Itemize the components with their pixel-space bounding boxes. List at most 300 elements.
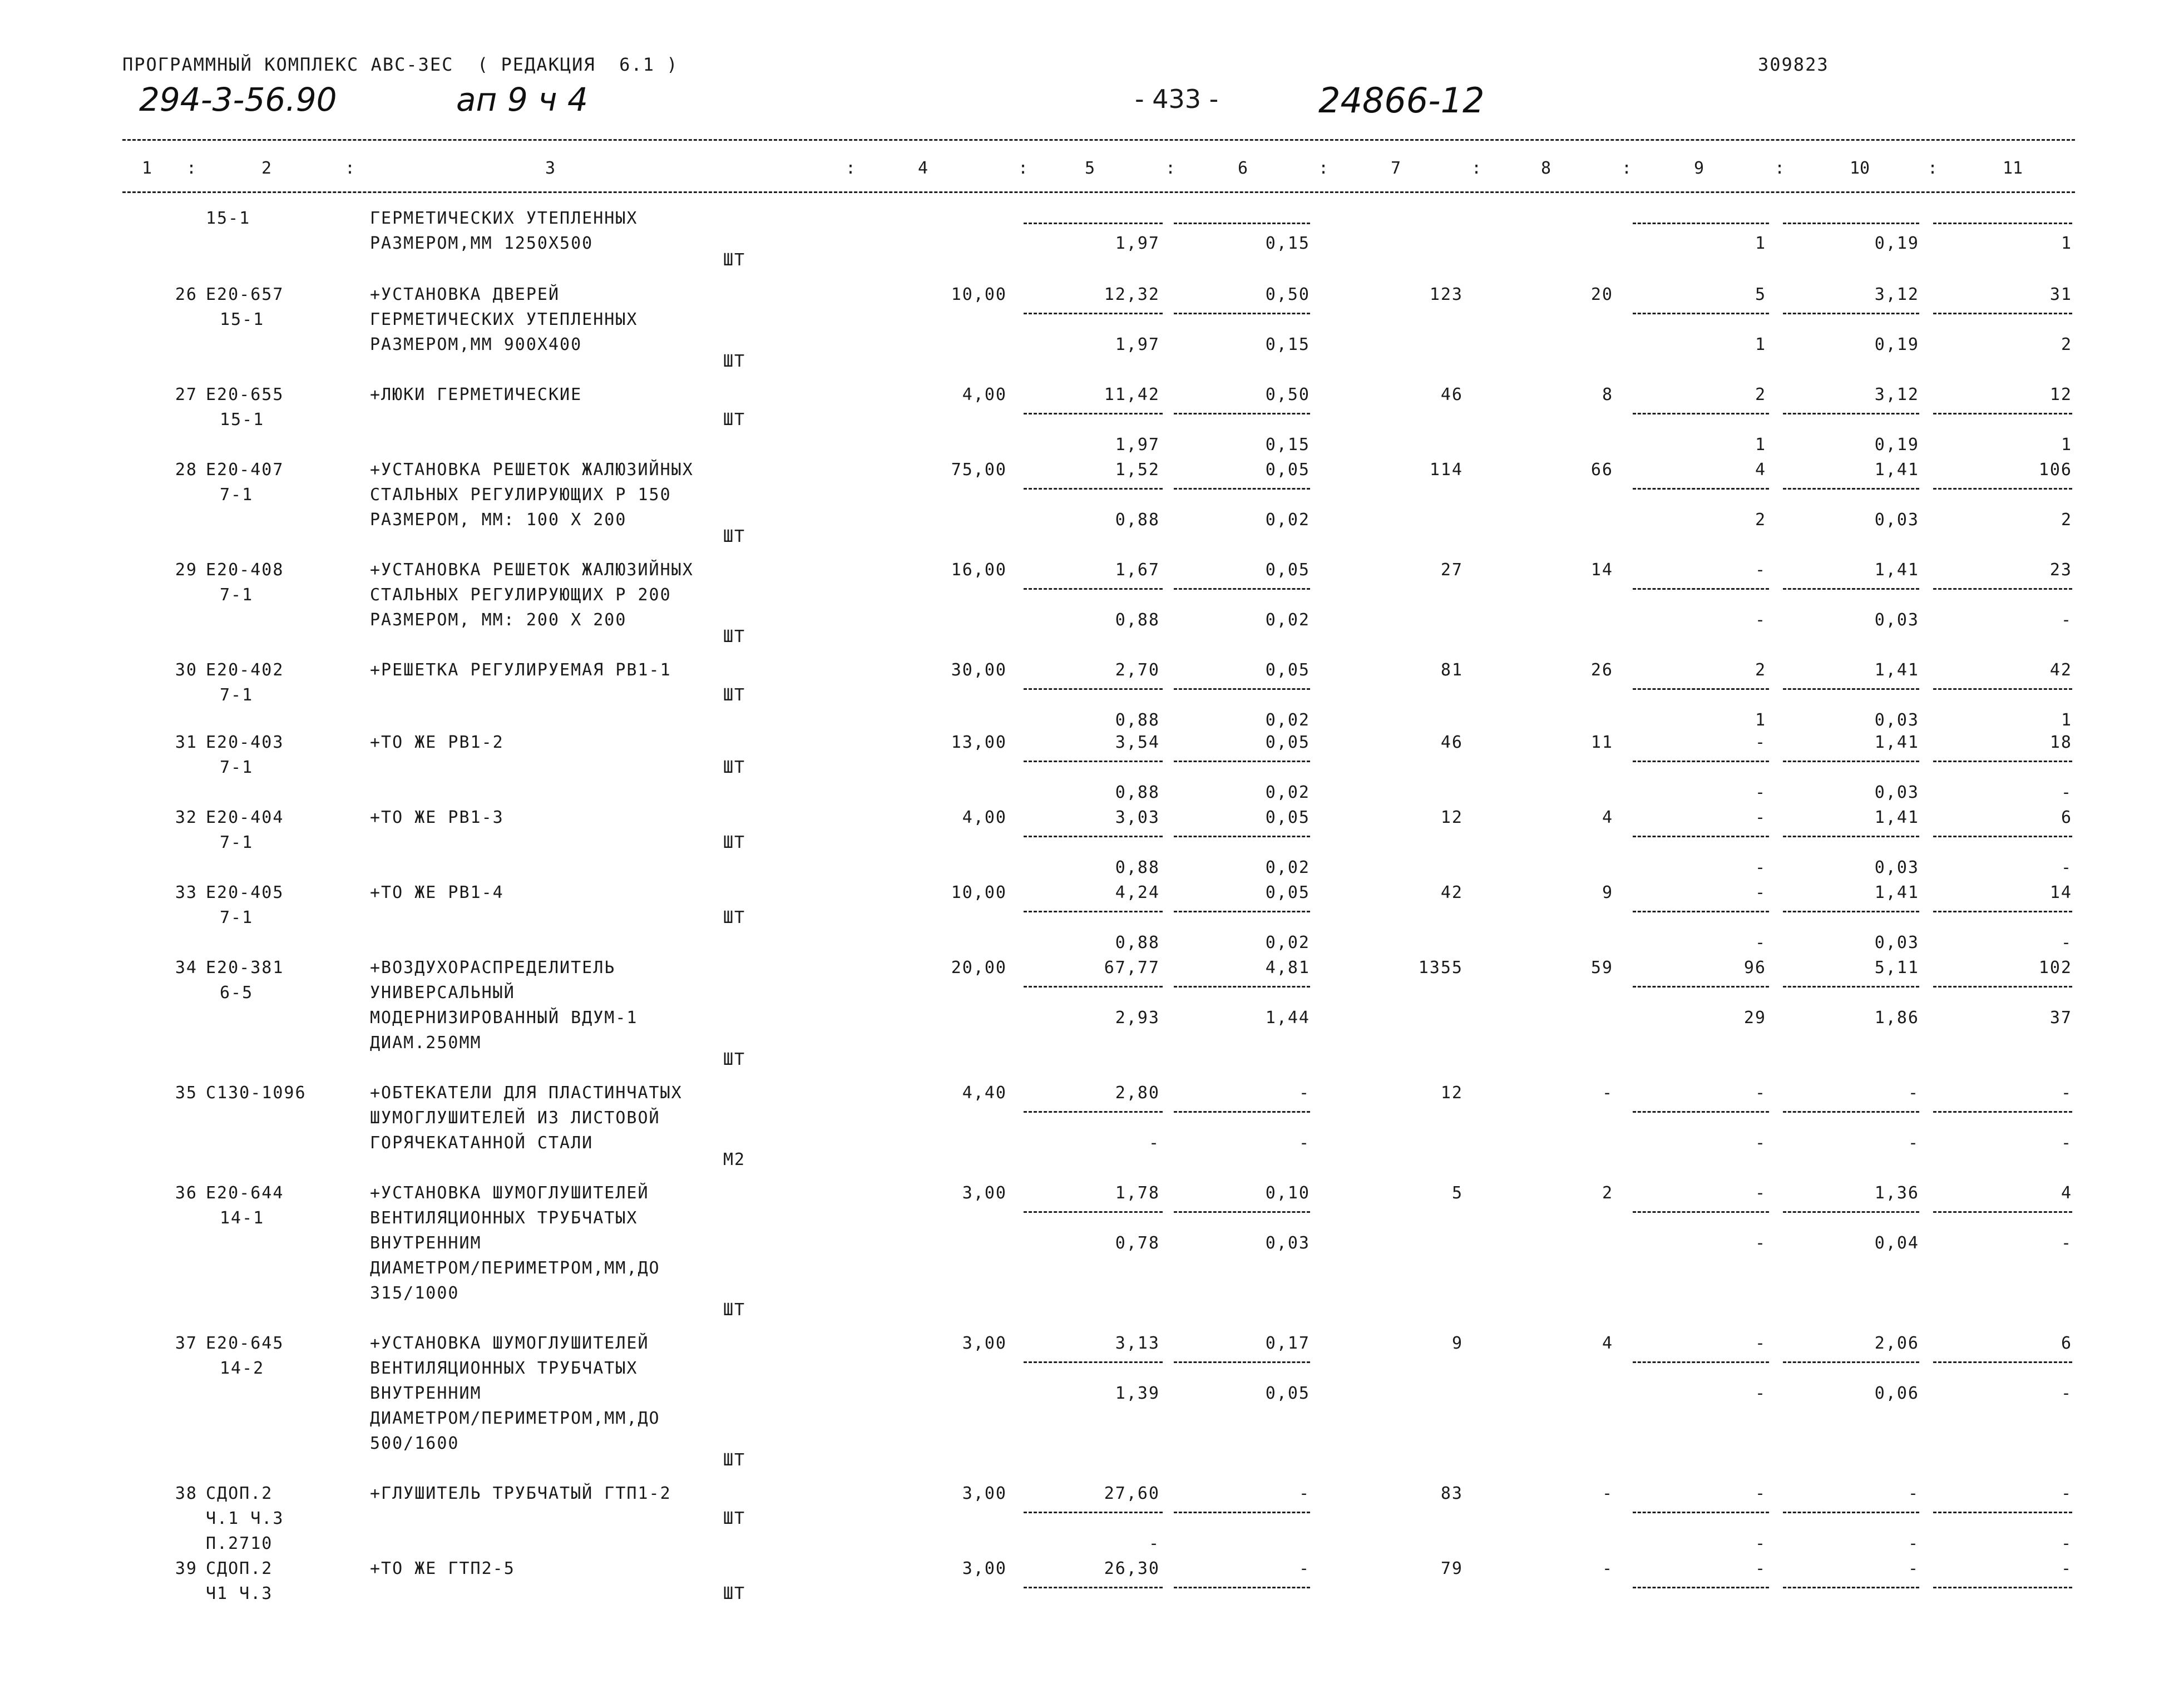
value-separator-line (1933, 1361, 2072, 1363)
wages-cost: 11 (1590, 733, 1613, 752)
value-separator-line (1783, 588, 1919, 590)
value-separator-line (1933, 1211, 2072, 1213)
row-number: 35 (175, 1083, 197, 1103)
work-description: ВНУТРЕННИМ (370, 1233, 482, 1253)
machine-cost: 5 (1755, 285, 1766, 304)
value-separator-line (1174, 688, 1310, 690)
resource-code: 7-1 (220, 833, 254, 852)
unit-cost-machines: 0,10 (1265, 1183, 1310, 1203)
labor-per-unit: 5,11 (1874, 958, 1919, 978)
value-separator-line (1633, 688, 1769, 690)
value-separator-line (1783, 688, 1919, 690)
labor-per-unit: - (1908, 1559, 1919, 1578)
machinists-labor-total: 37 (2049, 1008, 2072, 1028)
wages-cost: 59 (1590, 958, 1613, 978)
unit-cost-total: 3,03 (1115, 808, 1160, 827)
unit-wages-machinists: 0,88 (1115, 610, 1160, 630)
column-separator: : (1165, 159, 1176, 178)
unit-wages-machinists: 0,02 (1265, 710, 1310, 730)
work-description: ШУМОГЛУШИТЕЛЕЙ ИЗ ЛИСТОВОЙ (370, 1108, 660, 1128)
value-separator-line (1024, 688, 1163, 690)
unit-of-measure: ШТ (723, 758, 746, 777)
value-separator-line (1783, 413, 1919, 414)
work-description: ГЕРМЕТИЧЕСКИХ УТЕПЛЕННЫХ (370, 209, 638, 228)
machinists-wages: 1 (1755, 335, 1766, 354)
labor-total: - (2061, 1559, 2072, 1578)
unit-of-measure: ШТ (723, 685, 746, 705)
column-header-3: 3 (545, 159, 556, 178)
work-description: УНИВЕРСАЛЬНЫЙ (370, 983, 515, 1003)
machine-cost: - (1755, 1183, 1766, 1203)
quantity: 10,00 (951, 285, 1007, 304)
machine-cost: - (1755, 883, 1766, 902)
resource-code: 6-5 (220, 983, 254, 1003)
work-description: +ВОЗДУХОРАСПРЕДЕЛИТЕЛЬ (370, 958, 616, 978)
column-header-5: 5 (1085, 159, 1095, 178)
value-separator-line (1024, 1587, 1163, 1588)
machinists-labor: 0,03 (1874, 858, 1919, 877)
resource-code: Е20-655 (206, 385, 284, 404)
unit-of-measure: ШТ (723, 833, 746, 852)
wages-cost: 4 (1602, 1334, 1613, 1353)
unit-cost-machines: 4,81 (1265, 958, 1310, 978)
value-separator-line (1024, 761, 1163, 762)
quantity: 3,00 (962, 1484, 1007, 1503)
unit-wages-machinists: 0,88 (1115, 858, 1160, 877)
value-separator-line (1783, 761, 1919, 762)
value-separator-line (1174, 1211, 1310, 1213)
machinists-labor: - (1908, 1133, 1919, 1153)
value-separator-line (1174, 836, 1310, 837)
wages-cost: 14 (1590, 560, 1613, 580)
unit-of-measure: ШТ (723, 410, 746, 430)
unit-cost-total: 3,13 (1115, 1334, 1160, 1353)
value-separator-line (1783, 1512, 1919, 1513)
machine-cost: - (1755, 1484, 1766, 1503)
unit-of-measure: М2 (723, 1150, 746, 1169)
value-separator-line (1174, 1111, 1310, 1113)
unit-cost-machines: 0,05 (1265, 560, 1310, 580)
unit-cost-machines: 0,05 (1265, 733, 1310, 752)
row-number: 32 (175, 808, 197, 827)
value-separator-line (1024, 588, 1163, 590)
value-separator-line (1024, 1512, 1163, 1513)
quantity: 3,00 (962, 1183, 1007, 1203)
column-header-4: 4 (918, 159, 928, 178)
value-separator-line (1174, 1361, 1310, 1363)
work-description: +УСТАНОВКА РЕШЕТОК ЖАЛЮЗИЙНЫХ (370, 560, 694, 580)
total-cost: 46 (1440, 733, 1463, 752)
total-cost: 5 (1451, 1183, 1463, 1203)
unit-wages-machinists: 1,97 (1115, 435, 1160, 455)
labor-per-unit: 1,41 (1874, 733, 1919, 752)
work-description: СТАЛЬНЫХ РЕГУЛИРУЮЩИХ Р 150 (370, 485, 671, 505)
unit-cost-total: 12,32 (1104, 285, 1160, 304)
column-header-6: 6 (1238, 159, 1248, 178)
unit-wages-machinists: 0,05 (1265, 1384, 1310, 1403)
resource-code: 7-1 (220, 485, 254, 505)
unit-cost-machines: 0,50 (1265, 285, 1310, 304)
unit-cost-total: 1,67 (1115, 560, 1160, 580)
work-description: ДИАМЕТРОМ/ПЕРИМЕТРОМ,ММ,ДО (370, 1258, 660, 1278)
value-separator-line (1783, 986, 1919, 988)
labor-total: 42 (2049, 660, 2072, 680)
column-header-9: 9 (1694, 159, 1704, 178)
labor-total: 31 (2049, 285, 2072, 304)
resource-code: 7-1 (220, 585, 254, 605)
machine-cost: 2 (1755, 660, 1766, 680)
machinists-wages: - (1755, 858, 1766, 877)
unit-wages-machinists: 0,78 (1115, 1233, 1160, 1253)
labor-per-unit: - (1908, 1484, 1919, 1503)
machinists-labor: 0,03 (1874, 510, 1919, 530)
machinists-labor: 0,03 (1874, 710, 1919, 730)
machine-cost: - (1755, 560, 1766, 580)
value-separator-line (1024, 1361, 1163, 1363)
resource-code: Е20-404 (206, 808, 284, 827)
column-separator: : (1622, 159, 1632, 178)
machinists-wages: - (1755, 1384, 1766, 1403)
wages-cost: - (1602, 1484, 1613, 1503)
machine-cost: 4 (1755, 460, 1766, 480)
work-description: 315/1000 (370, 1284, 460, 1303)
total-cost: 81 (1440, 660, 1463, 680)
resource-code: СДОП.2 (206, 1484, 273, 1503)
value-separator-line (1633, 313, 1769, 314)
machinists-labor: 1,86 (1874, 1008, 1919, 1028)
value-separator-line (1174, 588, 1310, 590)
wages-cost: 66 (1590, 460, 1613, 480)
total-cost: 79 (1440, 1559, 1463, 1578)
resource-code: 7-1 (220, 685, 254, 705)
value-separator-line (1024, 1111, 1163, 1113)
resource-code: 7-1 (220, 908, 254, 927)
value-separator-line (1933, 836, 2072, 837)
work-description: +УСТАНОВКА ДВЕРЕЙ (370, 285, 560, 304)
unit-cost-machines: - (1298, 1484, 1310, 1503)
resource-code: 15-1 (206, 209, 251, 228)
row-number: 34 (175, 958, 197, 978)
row-number: 28 (175, 460, 197, 480)
value-separator-line (1933, 1111, 2072, 1113)
unit-wages-machinists: - (1148, 1133, 1160, 1153)
machinists-wages: - (1755, 933, 1766, 952)
unit-wages-machinists: 1,44 (1265, 1008, 1310, 1028)
column-header-2: 2 (261, 159, 272, 178)
value-separator-line (1633, 986, 1769, 988)
unit-cost-machines: 0,17 (1265, 1334, 1310, 1353)
labor-per-unit: 1,41 (1874, 460, 1919, 480)
wages-cost: - (1602, 1083, 1613, 1103)
work-description: ГЕРМЕТИЧЕСКИХ УТЕПЛЕННЫХ (370, 310, 638, 329)
header-top-rule (122, 139, 2075, 141)
column-separator: : (1318, 159, 1329, 178)
total-cost: 42 (1440, 883, 1463, 902)
machinists-wages: - (1755, 1133, 1766, 1153)
labor-total: 23 (2049, 560, 2072, 580)
machinists-labor-total: 1 (2061, 435, 2072, 455)
labor-per-unit: 1,36 (1874, 1183, 1919, 1203)
work-description: РАЗМЕРОМ, ММ: 200 Х 200 (370, 610, 627, 630)
unit-cost-machines: 0,05 (1265, 808, 1310, 827)
resource-code: Е20-405 (206, 883, 284, 902)
work-description: ВЕНТИЛЯЦИОННЫХ ТРУБЧАТЫХ (370, 1208, 638, 1228)
work-description: +ТО ЖЕ РВ1-4 (370, 883, 504, 902)
machinists-wages: 1 (1755, 435, 1766, 455)
labor-total: 1 (2061, 234, 2072, 253)
value-separator-line (1024, 1211, 1163, 1213)
value-separator-line (1174, 761, 1310, 762)
column-separator: : (345, 159, 355, 178)
unit-wages-machinists: - (1298, 1133, 1310, 1153)
labor-total: - (2061, 1484, 2072, 1503)
work-description: РАЗМЕРОМ,ММ 900Х400 (370, 335, 582, 354)
machinists-labor-total: - (2061, 1384, 2072, 1403)
unit-cost-machines: 0,15 (1265, 234, 1310, 253)
resource-code: Е20-381 (206, 958, 284, 978)
unit-of-measure: ШТ (723, 1450, 746, 1470)
machinists-labor: 0,19 (1874, 335, 1919, 354)
work-description: ВНУТРЕННИМ (370, 1384, 482, 1403)
sheet-code: 309823 (1758, 54, 1829, 75)
value-separator-line (1024, 488, 1163, 490)
header-bottom-rule (122, 191, 2075, 193)
resource-code: Е20-408 (206, 560, 284, 580)
unit-wages-machinists: 1,39 (1115, 1384, 1160, 1403)
unit-of-measure: ШТ (723, 1509, 746, 1528)
wages-cost: 20 (1590, 285, 1613, 304)
value-separator-line (1633, 1512, 1769, 1513)
unit-wages-machinists: 1,97 (1115, 335, 1160, 354)
unit-cost-total: 67,77 (1104, 958, 1160, 978)
resource-code: П.2710 (206, 1534, 273, 1553)
value-separator-line (1174, 986, 1310, 988)
total-cost: 46 (1440, 385, 1463, 404)
labor-per-unit: 1,41 (1874, 560, 1919, 580)
machinists-labor: 0,04 (1874, 1233, 1919, 1253)
column-separator: : (186, 159, 197, 178)
total-cost: 83 (1440, 1484, 1463, 1503)
unit-cost-total: 26,30 (1104, 1559, 1160, 1578)
work-description: +УСТАНОВКА ШУМОГЛУШИТЕЛЕЙ (370, 1183, 649, 1203)
column-header-11: 11 (2003, 159, 2023, 178)
row-number: 30 (175, 660, 197, 680)
labor-total: 6 (2061, 808, 2072, 827)
resource-code: Е20-403 (206, 733, 284, 752)
column-separator: : (1775, 159, 1785, 178)
project-code: 294-3-56.90 (139, 81, 337, 119)
row-number: 38 (175, 1484, 197, 1503)
resource-code: 7-1 (220, 758, 254, 777)
value-separator-line (1633, 1361, 1769, 1363)
work-description: 500/1600 (370, 1434, 460, 1453)
machinists-labor-total: - (2061, 1534, 2072, 1553)
unit-wages-machinists: 0,88 (1115, 510, 1160, 530)
unit-cost-machines: 0,05 (1265, 460, 1310, 480)
labor-total: 106 (2038, 460, 2072, 480)
value-separator-line (1633, 223, 1769, 224)
unit-cost-machines: 0,05 (1265, 660, 1310, 680)
value-separator-line (1174, 313, 1310, 314)
value-separator-line (1783, 1111, 1919, 1113)
column-separator: : (846, 159, 856, 178)
machinists-labor: - (1908, 1534, 1919, 1553)
value-separator-line (1633, 761, 1769, 762)
machinists-wages: - (1755, 1534, 1766, 1553)
quantity: 3,00 (962, 1559, 1007, 1578)
labor-per-unit: 3,12 (1874, 285, 1919, 304)
quantity: 10,00 (951, 883, 1007, 902)
work-description: РАЗМЕРОМ, ММ: 100 Х 200 (370, 510, 627, 530)
row-number: 36 (175, 1183, 197, 1203)
work-description: +УСТАНОВКА ШУМОГЛУШИТЕЛЕЙ (370, 1334, 649, 1353)
wages-cost: - (1602, 1559, 1613, 1578)
resource-code: 15-1 (220, 310, 265, 329)
machinists-labor-total: 2 (2061, 335, 2072, 354)
machinists-wages: - (1755, 610, 1766, 630)
labor-per-unit: 1,41 (1874, 808, 1919, 827)
value-separator-line (1783, 488, 1919, 490)
wages-cost: 9 (1602, 883, 1613, 902)
resource-code: Е20-644 (206, 1183, 284, 1203)
value-separator-line (1174, 1587, 1310, 1588)
work-description: РАЗМЕРОМ,ММ 1250Х500 (370, 234, 594, 253)
work-description: ДИАМЕТРОМ/ПЕРИМЕТРОМ,ММ,ДО (370, 1409, 660, 1428)
labor-total: 6 (2061, 1334, 2072, 1353)
quantity: 13,00 (951, 733, 1007, 752)
unit-of-measure: ШТ (723, 1300, 746, 1320)
total-cost: 114 (1429, 460, 1463, 480)
unit-cost-total: 1,52 (1115, 460, 1160, 480)
value-separator-line (1783, 1361, 1919, 1363)
unit-wages-machinists: 0,88 (1115, 933, 1160, 952)
quantity: 20,00 (951, 958, 1007, 978)
value-separator-line (1783, 223, 1919, 224)
value-separator-line (1024, 836, 1163, 837)
machinists-labor-total: - (2061, 933, 2072, 952)
value-separator-line (1633, 911, 1769, 912)
machine-cost: - (1755, 1559, 1766, 1578)
unit-wages-machinists: 0,02 (1265, 610, 1310, 630)
value-separator-line (1633, 413, 1769, 414)
machinists-wages: - (1755, 783, 1766, 802)
resource-code: Е20-402 (206, 660, 284, 680)
machine-cost: 1 (1755, 234, 1766, 253)
resource-code: Ч.1 Ч.3 (206, 1509, 284, 1528)
labor-per-unit: 2,06 (1874, 1334, 1919, 1353)
unit-cost-machines: - (1298, 1559, 1310, 1578)
quantity: 75,00 (951, 460, 1007, 480)
unit-cost-total: 3,54 (1115, 733, 1160, 752)
row-number: 29 (175, 560, 197, 580)
quantity: 3,00 (962, 1334, 1007, 1353)
total-cost: 123 (1429, 285, 1463, 304)
resource-code: 15-1 (220, 410, 265, 430)
resource-code: Е20-407 (206, 460, 284, 480)
value-separator-line (1174, 488, 1310, 490)
unit-of-measure: ШТ (723, 1584, 746, 1603)
value-separator-line (1933, 313, 2072, 314)
work-description: +ЛЮКИ ГЕРМЕТИЧЕСКИЕ (370, 385, 582, 404)
row-number: 37 (175, 1334, 197, 1353)
machinists-wages: 2 (1755, 510, 1766, 530)
labor-per-unit: 0,19 (1874, 234, 1919, 253)
value-separator-line (1174, 911, 1310, 912)
machinists-labor: 0,03 (1874, 610, 1919, 630)
work-description: +ТО ЖЕ РВ1-3 (370, 808, 504, 827)
machinists-labor-total: 1 (2061, 710, 2072, 730)
value-separator-line (1933, 488, 2072, 490)
unit-wages-machinists: 0,02 (1265, 933, 1310, 952)
wages-cost: 8 (1602, 385, 1613, 404)
value-separator-line (1783, 313, 1919, 314)
row-number: 27 (175, 385, 197, 404)
labor-per-unit: 1,41 (1874, 660, 1919, 680)
unit-cost-total: 4,24 (1115, 883, 1160, 902)
value-separator-line (1024, 223, 1163, 224)
value-separator-line (1783, 1587, 1919, 1588)
quantity: 4,00 (962, 808, 1007, 827)
value-separator-line (1024, 911, 1163, 912)
total-cost: 27 (1440, 560, 1463, 580)
row-number: 39 (175, 1559, 197, 1578)
labor-total: - (2061, 1083, 2072, 1103)
wages-cost: 4 (1602, 808, 1613, 827)
value-separator-line (1933, 1512, 2072, 1513)
machinists-labor: 0,19 (1874, 435, 1919, 455)
resource-code: Е20-657 (206, 285, 284, 304)
work-description: ГОРЯЧЕКАТАННОЙ СТАЛИ (370, 1133, 594, 1153)
value-separator-line (1783, 1211, 1919, 1213)
value-separator-line (1933, 761, 2072, 762)
value-separator-line (1933, 688, 2072, 690)
machinists-wages: 1 (1755, 710, 1766, 730)
column-header-7: 7 (1391, 159, 1401, 178)
row-number: 31 (175, 733, 197, 752)
work-description: ДИАМ.250ММ (370, 1033, 482, 1053)
unit-cost-machines: - (1298, 1083, 1310, 1103)
value-separator-line (1933, 223, 2072, 224)
unit-wages-machinists: 0,88 (1115, 710, 1160, 730)
work-description: +ТО ЖЕ ГТП2-5 (370, 1559, 515, 1578)
unit-of-measure: ШТ (723, 352, 746, 371)
total-cost: 12 (1440, 1083, 1463, 1103)
unit-cost-total: 2,70 (1115, 660, 1160, 680)
value-separator-line (1633, 1587, 1769, 1588)
labor-total: 102 (2038, 958, 2072, 978)
quantity: 16,00 (951, 560, 1007, 580)
value-separator-line (1174, 223, 1310, 224)
unit-cost-machines: 0,05 (1265, 883, 1310, 902)
labor-per-unit: 3,12 (1874, 385, 1919, 404)
work-description: +ГЛУШИТЕЛЬ ТРУБЧАТЫЙ ГТП1-2 (370, 1484, 671, 1503)
unit-wages-machinists: 0,15 (1265, 435, 1310, 455)
machinists-labor-total: 2 (2061, 510, 2072, 530)
column-header-10: 10 (1850, 159, 1870, 178)
machinists-labor: 0,06 (1874, 1384, 1919, 1403)
row-number: 33 (175, 883, 197, 902)
document-number: 24866-12 (1318, 80, 1485, 121)
program-title: ПРОГРАММНЫЙ КОМПЛЕКС АВС-ЗЕС ( РЕДАКЦИЯ 6.1 ) (122, 54, 679, 75)
machine-cost: - (1755, 808, 1766, 827)
total-cost: 1355 (1418, 958, 1463, 978)
unit-cost-total: 1,78 (1115, 1183, 1160, 1203)
unit-cost-total: 11,42 (1104, 385, 1160, 404)
labor-per-unit: - (1908, 1083, 1919, 1103)
machinists-labor-total: - (2061, 858, 2072, 877)
machinists-labor-total: - (2061, 783, 2072, 802)
unit-cost-total: 27,60 (1104, 1484, 1160, 1503)
